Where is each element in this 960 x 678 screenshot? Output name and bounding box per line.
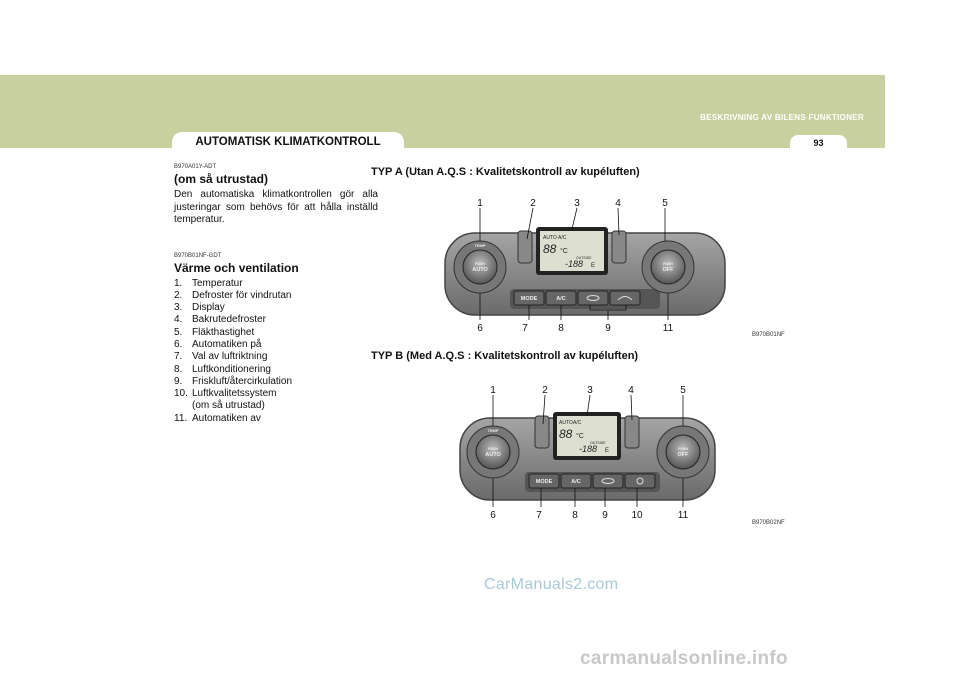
list-item: 6. Automatiken på bbox=[174, 338, 262, 350]
svg-text:AUTO: AUTO bbox=[485, 452, 501, 458]
svg-text:OFF: OFF bbox=[677, 452, 689, 458]
list-item: 11. Automatiken av bbox=[174, 412, 261, 424]
svg-text:PUSH: PUSH bbox=[475, 262, 485, 266]
list-item: 8. Luftkonditionering bbox=[174, 363, 271, 375]
svg-text:8: 8 bbox=[572, 510, 578, 521]
svg-text:-188: -188 bbox=[565, 259, 584, 269]
fan-knob[interactable] bbox=[642, 241, 694, 293]
svg-text:7: 7 bbox=[536, 510, 542, 521]
footer-watermark: carmanualsonline.info bbox=[580, 648, 788, 669]
svg-text:A/C: A/C bbox=[558, 235, 567, 241]
svg-text:3: 3 bbox=[587, 385, 593, 396]
ac-button[interactable] bbox=[546, 291, 576, 305]
svg-text:6: 6 bbox=[490, 510, 496, 521]
list-item: 7. Val av luftriktning bbox=[174, 351, 268, 363]
svg-text:2: 2 bbox=[530, 198, 536, 209]
figure-a-control-panel bbox=[440, 195, 730, 340]
mode-button[interactable] bbox=[529, 474, 559, 488]
svg-text:88: 88 bbox=[543, 242, 557, 256]
controls-list bbox=[174, 278, 378, 426]
svg-text:1: 1 bbox=[477, 198, 483, 209]
svg-text:PUSH: PUSH bbox=[678, 447, 688, 451]
fan-knob[interactable] bbox=[657, 426, 709, 478]
svg-text:6: 6 bbox=[477, 323, 483, 334]
section-tab bbox=[172, 132, 404, 151]
intro-paragraph: Den automatiska klimatkontrollen gör alla justeringar som behövs för att hålla inställd temperatur. bbox=[174, 189, 378, 225]
defrost-front-button[interactable] bbox=[518, 231, 532, 263]
svg-text:9: 9 bbox=[602, 510, 608, 521]
list-item: 9. Friskluft/återcirkulation bbox=[174, 375, 293, 387]
svg-text:88: 88 bbox=[559, 427, 573, 441]
svg-text:OUTSIDE: OUTSIDE bbox=[576, 256, 592, 260]
chapter-title: BESKRIVNING AV BILENS FUNKTIONER bbox=[700, 113, 864, 122]
svg-text:5: 5 bbox=[662, 198, 668, 209]
ref-code-2: B970B01NF-GDT bbox=[174, 252, 222, 259]
display bbox=[553, 412, 621, 460]
list-item: 3. Display bbox=[174, 302, 225, 314]
svg-text:11: 11 bbox=[662, 323, 674, 334]
svg-text:PUSH: PUSH bbox=[663, 262, 673, 266]
figure-b-code: B970B02NF bbox=[752, 520, 785, 526]
heat-ventilation-block bbox=[174, 253, 378, 426]
svg-text:A/C: A/C bbox=[573, 420, 582, 426]
recirculation-button[interactable] bbox=[578, 291, 608, 305]
figure-a-title: TYP A (Utan A.Q.S : Kvalitetskontroll av kupéluften) bbox=[371, 166, 640, 178]
svg-text:MODE: MODE bbox=[535, 479, 553, 485]
heading-optional: (om så utrustad) bbox=[174, 172, 269, 186]
svg-text:E: E bbox=[591, 263, 596, 269]
svg-text:11: 11 bbox=[677, 510, 689, 521]
heading-heat-ventilation: Värme och ventilation bbox=[174, 260, 299, 275]
list-item: (om så utrustad) bbox=[192, 400, 265, 412]
svg-text:8: 8 bbox=[558, 323, 564, 334]
ac-button[interactable] bbox=[561, 474, 591, 488]
svg-text:-188: -188 bbox=[579, 444, 598, 454]
mode-button[interactable] bbox=[514, 291, 544, 305]
svg-text:OFF: OFF bbox=[662, 267, 674, 273]
ref-code-1: B970A01Y-ADT bbox=[174, 164, 217, 170]
svg-text:PUSH: PUSH bbox=[488, 447, 498, 451]
recirculation-button[interactable] bbox=[593, 474, 623, 488]
figure-b-title: TYP B (Med A.Q.S : Kvalitetskontroll av kupéluften) bbox=[371, 350, 639, 362]
temp-knob[interactable] bbox=[454, 241, 506, 293]
svg-text:4: 4 bbox=[615, 198, 621, 209]
page-number: 93 bbox=[790, 135, 847, 151]
header-band bbox=[0, 75, 885, 148]
svg-text:A/C: A/C bbox=[556, 296, 566, 302]
list-item: 4. Bakrutedefroster bbox=[174, 314, 266, 326]
defrost-rear-button[interactable] bbox=[625, 416, 639, 448]
svg-text:3: 3 bbox=[574, 198, 580, 209]
watermark: CarManuals2.com bbox=[484, 576, 619, 593]
svg-text:A/C: A/C bbox=[571, 479, 581, 485]
temp-knob[interactable] bbox=[467, 426, 519, 478]
svg-text:9: 9 bbox=[605, 323, 611, 334]
figure-b-control-panel bbox=[455, 382, 735, 527]
svg-text:MODE: MODE bbox=[520, 296, 538, 302]
svg-text:°C: °C bbox=[576, 433, 584, 440]
fresh-air-button[interactable] bbox=[610, 291, 640, 305]
list-item: 5. Fläkthastighet bbox=[174, 326, 255, 338]
svg-text:E: E bbox=[605, 448, 610, 454]
svg-text:5: 5 bbox=[680, 385, 686, 396]
figure-a-code: B970B01NF bbox=[752, 332, 785, 338]
svg-text:TEMP: TEMP bbox=[474, 243, 486, 248]
list-item: 10. Luftkvalitetssystem bbox=[174, 388, 277, 400]
svg-text:TEMP: TEMP bbox=[487, 428, 499, 433]
svg-text:OUTSIDE: OUTSIDE bbox=[590, 441, 606, 445]
svg-text:2: 2 bbox=[542, 385, 548, 396]
air-quality-button[interactable] bbox=[625, 474, 655, 488]
display bbox=[536, 227, 608, 275]
defrost-rear-button[interactable] bbox=[612, 231, 626, 263]
list-item: 2. Defroster för vindrutan bbox=[174, 289, 292, 301]
svg-text:AUTO: AUTO bbox=[543, 235, 557, 241]
svg-text:AUTO: AUTO bbox=[559, 420, 573, 426]
list-item: 1. Temperatur bbox=[174, 277, 243, 289]
section-title: AUTOMATISK KLIMATKONTROLL bbox=[195, 136, 381, 148]
svg-text:7: 7 bbox=[522, 323, 528, 334]
svg-text:°C: °C bbox=[560, 248, 568, 255]
svg-text:10: 10 bbox=[631, 510, 643, 521]
left-column bbox=[174, 164, 378, 425]
svg-text:1: 1 bbox=[490, 385, 496, 396]
svg-text:4: 4 bbox=[628, 385, 634, 396]
defrost-front-button[interactable] bbox=[535, 416, 549, 448]
svg-text:AUTO: AUTO bbox=[472, 267, 488, 273]
